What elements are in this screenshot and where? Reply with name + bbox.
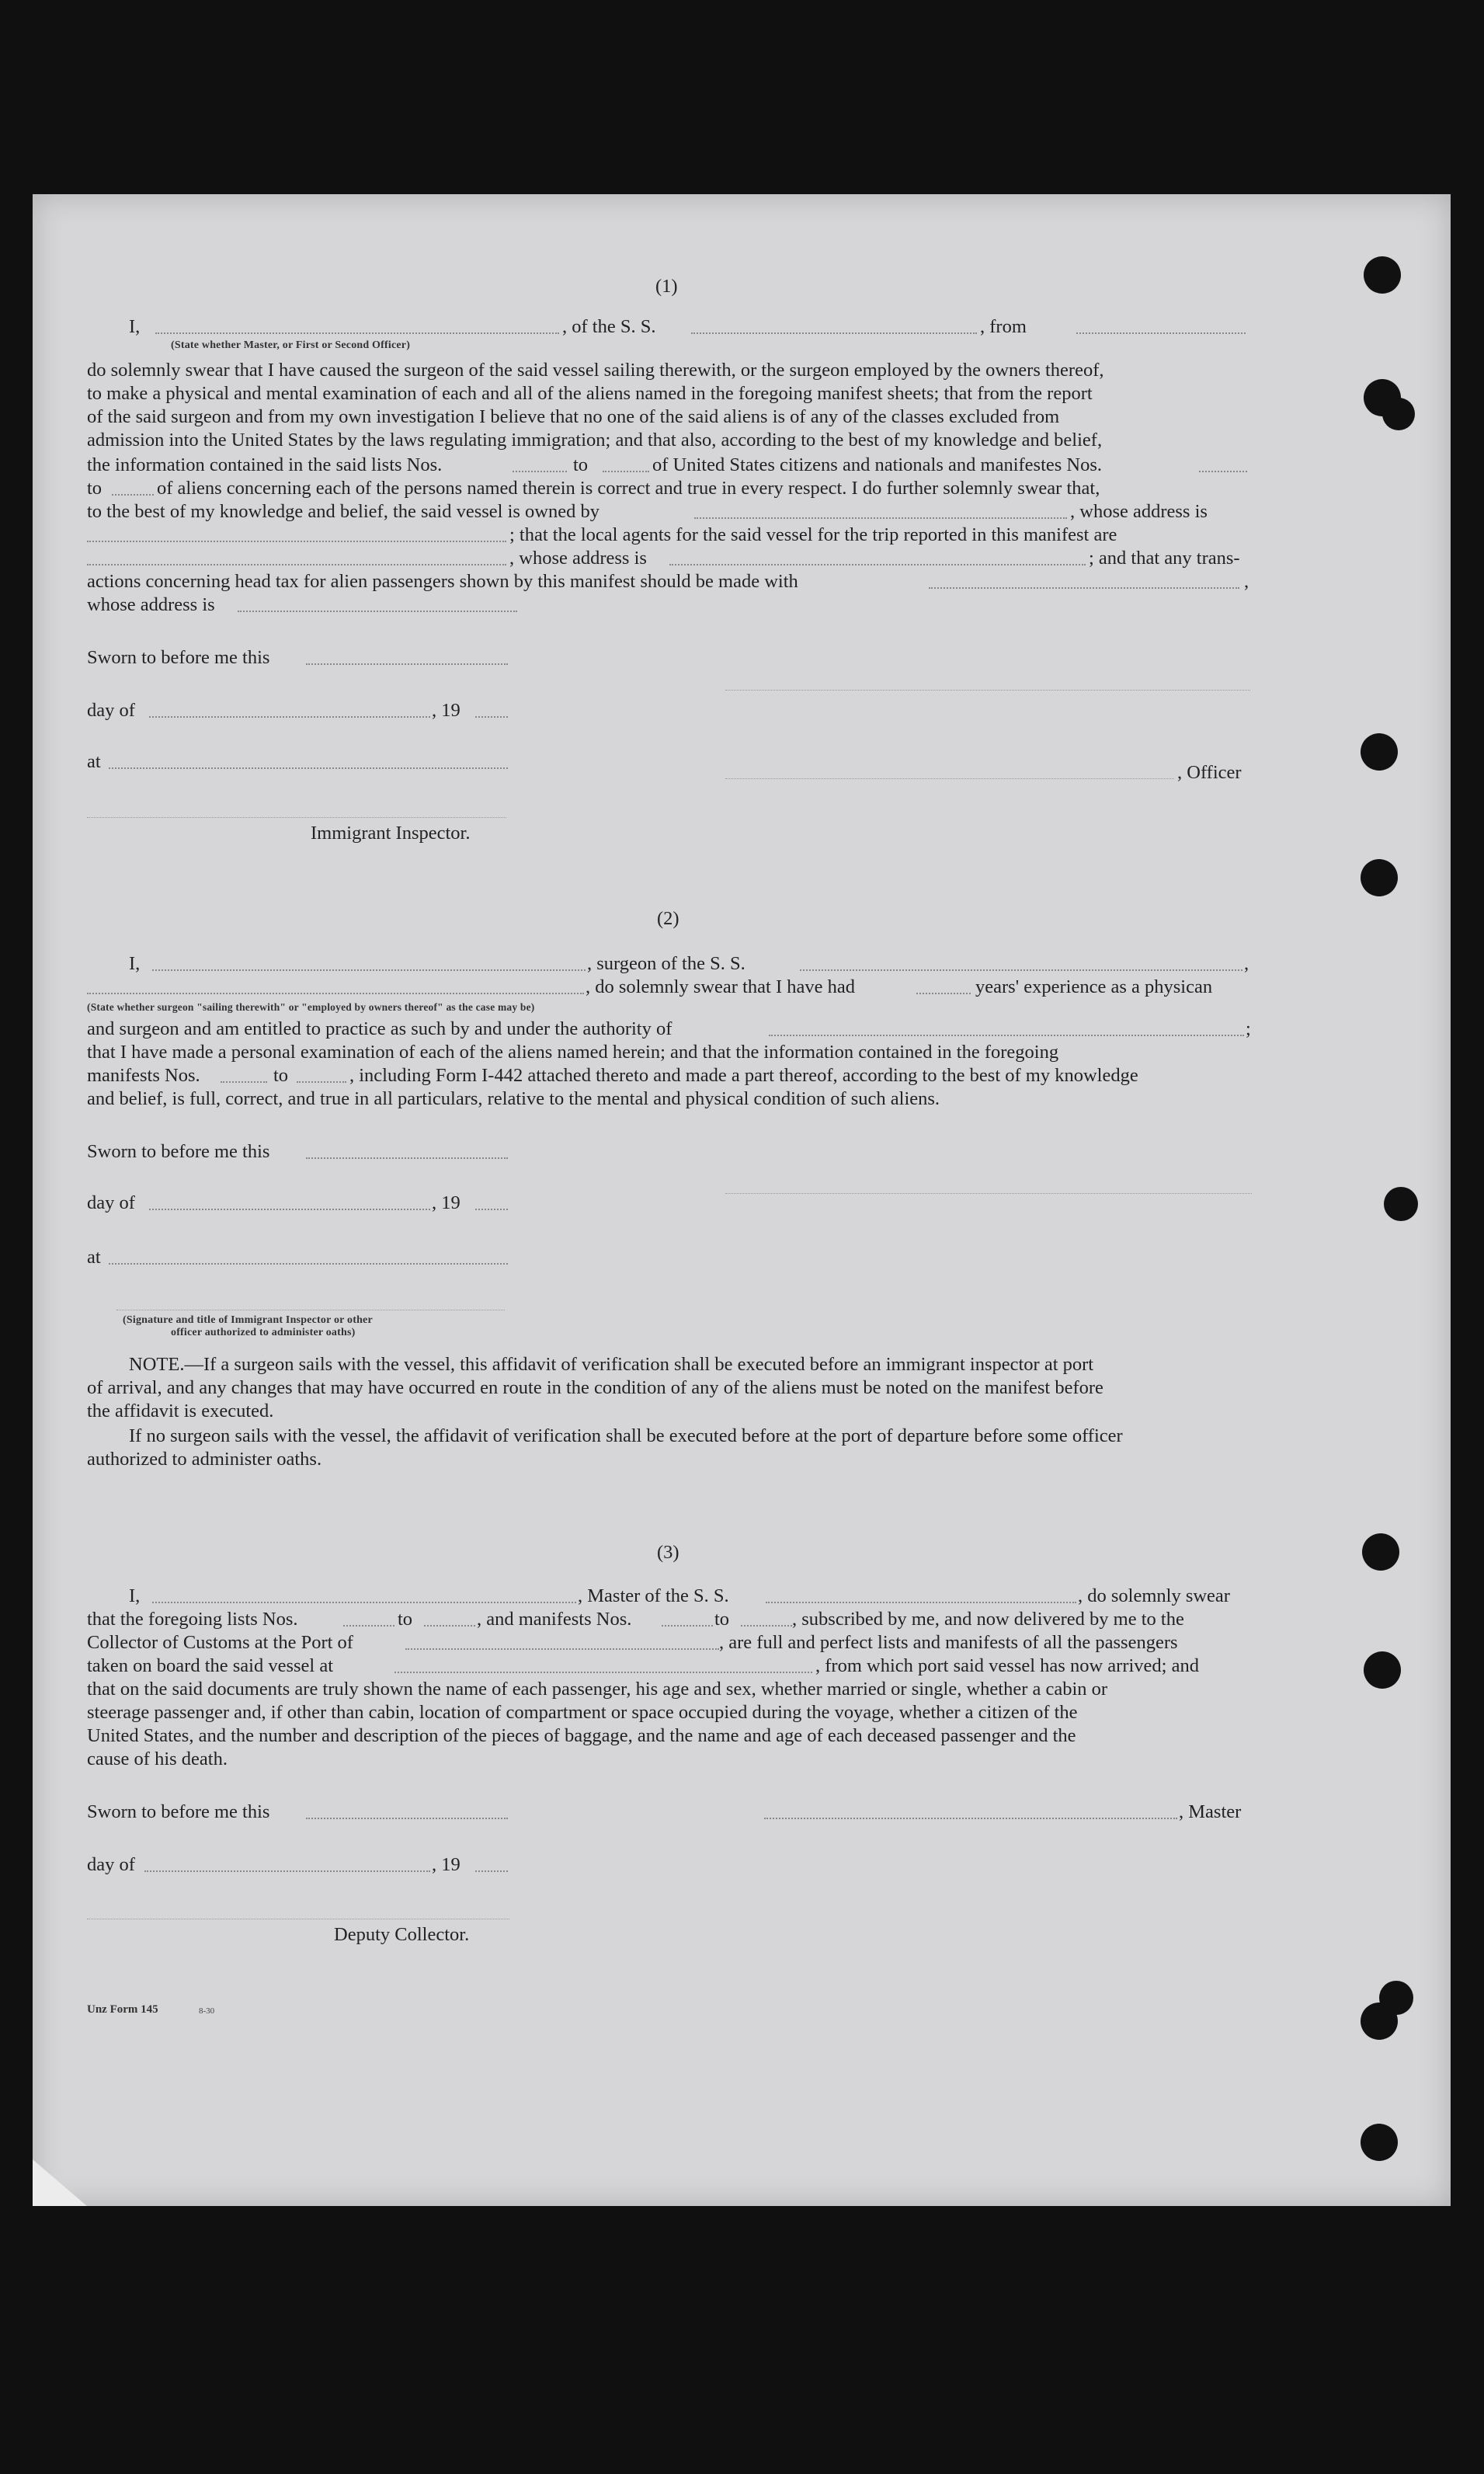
text: , whose address is — [509, 548, 647, 569]
text: , do solemnly swear — [1078, 1585, 1230, 1606]
text: to — [573, 454, 589, 475]
text: that the foregoing lists Nos. — [87, 1609, 298, 1630]
form-number: Unz Form 145 — [87, 2003, 158, 2016]
text: , of the S. S. — [562, 316, 656, 337]
at-label: at — [87, 751, 101, 772]
text: to — [273, 1065, 289, 1086]
text-line: that I have made a personal examination of each of the aliens named herein; and that the information contained in the foregoing — [87, 1042, 1059, 1063]
text: , surgeon of the S. S. — [587, 953, 745, 974]
text: ; — [1246, 1018, 1251, 1039]
blank-field[interactable] — [152, 1602, 576, 1603]
text-line: and belief, is full, correct, and true in all particulars, relative to the mental and physical condition of such aliens. — [87, 1088, 940, 1109]
text: , do solemnly swear that I have had — [586, 976, 855, 997]
year-label: , 19 — [432, 1192, 460, 1213]
text-line: of the said surgeon and from my own investigation I believe that no one of the said aliens is of any of the classes excluded from — [87, 406, 1060, 427]
blank-field[interactable] — [306, 663, 508, 665]
blank-field[interactable] — [87, 564, 506, 565]
text: , including Form I-442 attached thereto and made a part thereof, according to the best of my knowledge — [349, 1065, 1138, 1086]
blank-field[interactable] — [424, 1625, 475, 1627]
sworn-label: Sworn to before me this — [87, 647, 270, 668]
text-line: do solemnly swear that I have caused the surgeon of the said vessel sailing therewith, or the surgeon employed by the owners thereof, — [87, 360, 1104, 381]
signature-note: (Signature and title of Immigrant Inspector or other — [123, 1314, 373, 1326]
instruction-note: (State whether Master, or First or Second Officer) — [171, 339, 411, 351]
blank-field[interactable] — [1076, 332, 1246, 334]
blank-field[interactable] — [769, 1035, 1244, 1036]
blank-field[interactable] — [475, 1870, 508, 1872]
blank-field[interactable] — [916, 993, 971, 994]
blank-field[interactable] — [297, 1081, 346, 1083]
section-number: (3) — [657, 1542, 679, 1563]
text-line: admission into the United States by the laws regulating immigration; and that also, according to the best of my knowledge and belief, — [87, 430, 1103, 451]
text: , — [1244, 571, 1249, 592]
blank-field[interactable] — [929, 587, 1239, 589]
blank-field[interactable] — [741, 1625, 792, 1627]
blank-field[interactable] — [109, 767, 508, 769]
blank-field[interactable] — [694, 517, 1067, 519]
text: , are full and perfect lists and manifests of all the passengers — [719, 1632, 1178, 1653]
blank-field[interactable] — [149, 716, 430, 718]
text: taken on board the said vessel at — [87, 1655, 334, 1676]
note-text: authorized to administer oaths. — [87, 1449, 322, 1470]
blank-field[interactable] — [662, 1625, 713, 1627]
blank-field[interactable] — [669, 564, 1086, 565]
text: to — [398, 1609, 413, 1630]
punch-hole — [1361, 733, 1398, 771]
section-number: (2) — [657, 908, 679, 929]
text: of aliens concerning each of the persons named therein is correct and true in every respect. I do further solemnly swear that, — [157, 478, 1100, 499]
blank-field[interactable] — [343, 1625, 394, 1627]
text: , — [1244, 953, 1249, 974]
instruction-note: (State whether surgeon "sailing therewith" or "employed by owners thereof" as the case may be) — [87, 1001, 535, 1013]
punch-hole — [1361, 2003, 1398, 2040]
day-label: day of — [87, 1854, 135, 1875]
blank-field[interactable] — [109, 1263, 508, 1265]
blank-field[interactable] — [306, 1157, 508, 1159]
blank-field[interactable] — [394, 1672, 812, 1673]
text: whose address is — [87, 594, 215, 615]
text: , from — [980, 316, 1027, 337]
blank-field[interactable] — [306, 1818, 508, 1819]
folded-corner — [33, 2159, 87, 2206]
text-line: United States, and the number and description of the pieces of baggage, and the name and age of each deceased passenger and the — [87, 1725, 1076, 1746]
section-number: (1) — [655, 276, 678, 297]
day-label: day of — [87, 1192, 135, 1213]
blank-field[interactable] — [112, 494, 154, 496]
text: ; and that any trans- — [1089, 548, 1240, 569]
signature-line[interactable] — [725, 690, 1250, 691]
text: ; that the local agents for the said vessel for the trip reported in this manifest are — [509, 524, 1117, 545]
blank-field[interactable] — [1199, 471, 1247, 472]
punch-hole — [1382, 398, 1415, 430]
at-label: at — [87, 1247, 101, 1268]
text: , from which port said vessel has now arrived; and — [815, 1655, 1199, 1676]
blank-field[interactable] — [149, 1209, 430, 1210]
signature-line[interactable] — [87, 817, 506, 818]
officer-label: , Officer — [1177, 762, 1242, 783]
text: to — [87, 478, 103, 499]
text: , Master of the S. S. — [578, 1585, 729, 1606]
blank-field[interactable] — [238, 611, 517, 612]
text: to — [714, 1609, 730, 1630]
blank-field[interactable] — [221, 1081, 267, 1083]
signature-line[interactable] — [725, 778, 1174, 779]
signature-note: officer authorized to administer oaths) — [171, 1327, 356, 1338]
text-line: to make a physical and mental examination of each and all of the aliens named in the foregoing manifest sheets; that from the report — [87, 383, 1093, 404]
note-text: the affidavit is executed. — [87, 1401, 274, 1421]
master-label: , Master — [1179, 1801, 1242, 1822]
text: manifests Nos. — [87, 1065, 200, 1086]
punch-hole — [1364, 1651, 1401, 1689]
signature-line[interactable] — [725, 1193, 1252, 1194]
note-text: of arrival, and any changes that may have occurred en route in the condition of any of the aliens must be noted on the manifest before — [87, 1377, 1103, 1398]
text: years' experience as a physican — [975, 976, 1213, 997]
blank-field[interactable] — [766, 1602, 1076, 1603]
blank-field[interactable] — [475, 1209, 508, 1210]
punch-hole — [1364, 256, 1401, 294]
text: , subscribed by me, and now delivered by me to the — [792, 1609, 1184, 1630]
blank-field[interactable] — [152, 969, 586, 971]
text-line: steerage passenger and, if other than cabin, location of compartment or space occupied during the voyage, whether a citizen of the — [87, 1702, 1078, 1723]
form-code: 8-30 — [199, 2006, 215, 2016]
punch-hole — [1361, 859, 1398, 896]
blank-field[interactable] — [475, 716, 508, 718]
text-line: that on the said documents are truly shown the name of each passenger, his age and sex, whether married or single, whether a cabin or — [87, 1679, 1108, 1700]
punch-hole — [1362, 1533, 1399, 1571]
blank-field[interactable] — [800, 969, 1242, 971]
text: I, — [129, 953, 141, 974]
text: to the best of my knowledge and belief, the said vessel is owned by — [87, 501, 600, 522]
note-text: NOTE.—If a surgeon sails with the vessel, this affidavit of verification shall be executed before an immigrant inspector at port — [129, 1354, 1094, 1375]
text: I, — [129, 1585, 141, 1606]
text: of United States citizens and nationals and manifestes Nos. — [652, 454, 1103, 475]
year-label: , 19 — [432, 700, 460, 721]
deputy-label: Deputy Collector. — [334, 1924, 470, 1945]
text: I, — [129, 316, 141, 337]
sworn-label: Sworn to before me this — [87, 1141, 270, 1162]
signature-line[interactable] — [764, 1818, 1177, 1819]
punch-hole — [1384, 1187, 1418, 1221]
year-label: , 19 — [432, 1854, 460, 1875]
blank-field[interactable] — [87, 993, 584, 994]
day-label: day of — [87, 700, 135, 721]
text-line: cause of his death. — [87, 1749, 228, 1769]
note-text: If no surgeon sails with the vessel, the affidavit of verification shall be executed before at the port of departure before some officer — [129, 1425, 1123, 1446]
sworn-label: Sworn to before me this — [87, 1801, 270, 1822]
punch-hole — [1361, 2124, 1398, 2161]
text: actions concerning head tax for alien passengers shown by this manifest should be made with — [87, 571, 798, 592]
blank-field[interactable] — [513, 471, 567, 472]
blank-field[interactable] — [603, 471, 649, 472]
text: and surgeon and am entitled to practice as such by and under the authority of — [87, 1018, 672, 1039]
blank-field[interactable] — [87, 541, 506, 542]
text: Collector of Customs at the Port of — [87, 1632, 353, 1653]
text: the information contained in the said lists Nos. — [87, 454, 443, 475]
blank-field[interactable] — [405, 1648, 719, 1650]
text: , and manifests Nos. — [477, 1609, 632, 1630]
blank-field[interactable] — [144, 1870, 430, 1872]
inspector-label: Immigrant Inspector. — [311, 823, 471, 844]
blank-field[interactable] — [691, 332, 977, 334]
text: , whose address is — [1070, 501, 1208, 522]
